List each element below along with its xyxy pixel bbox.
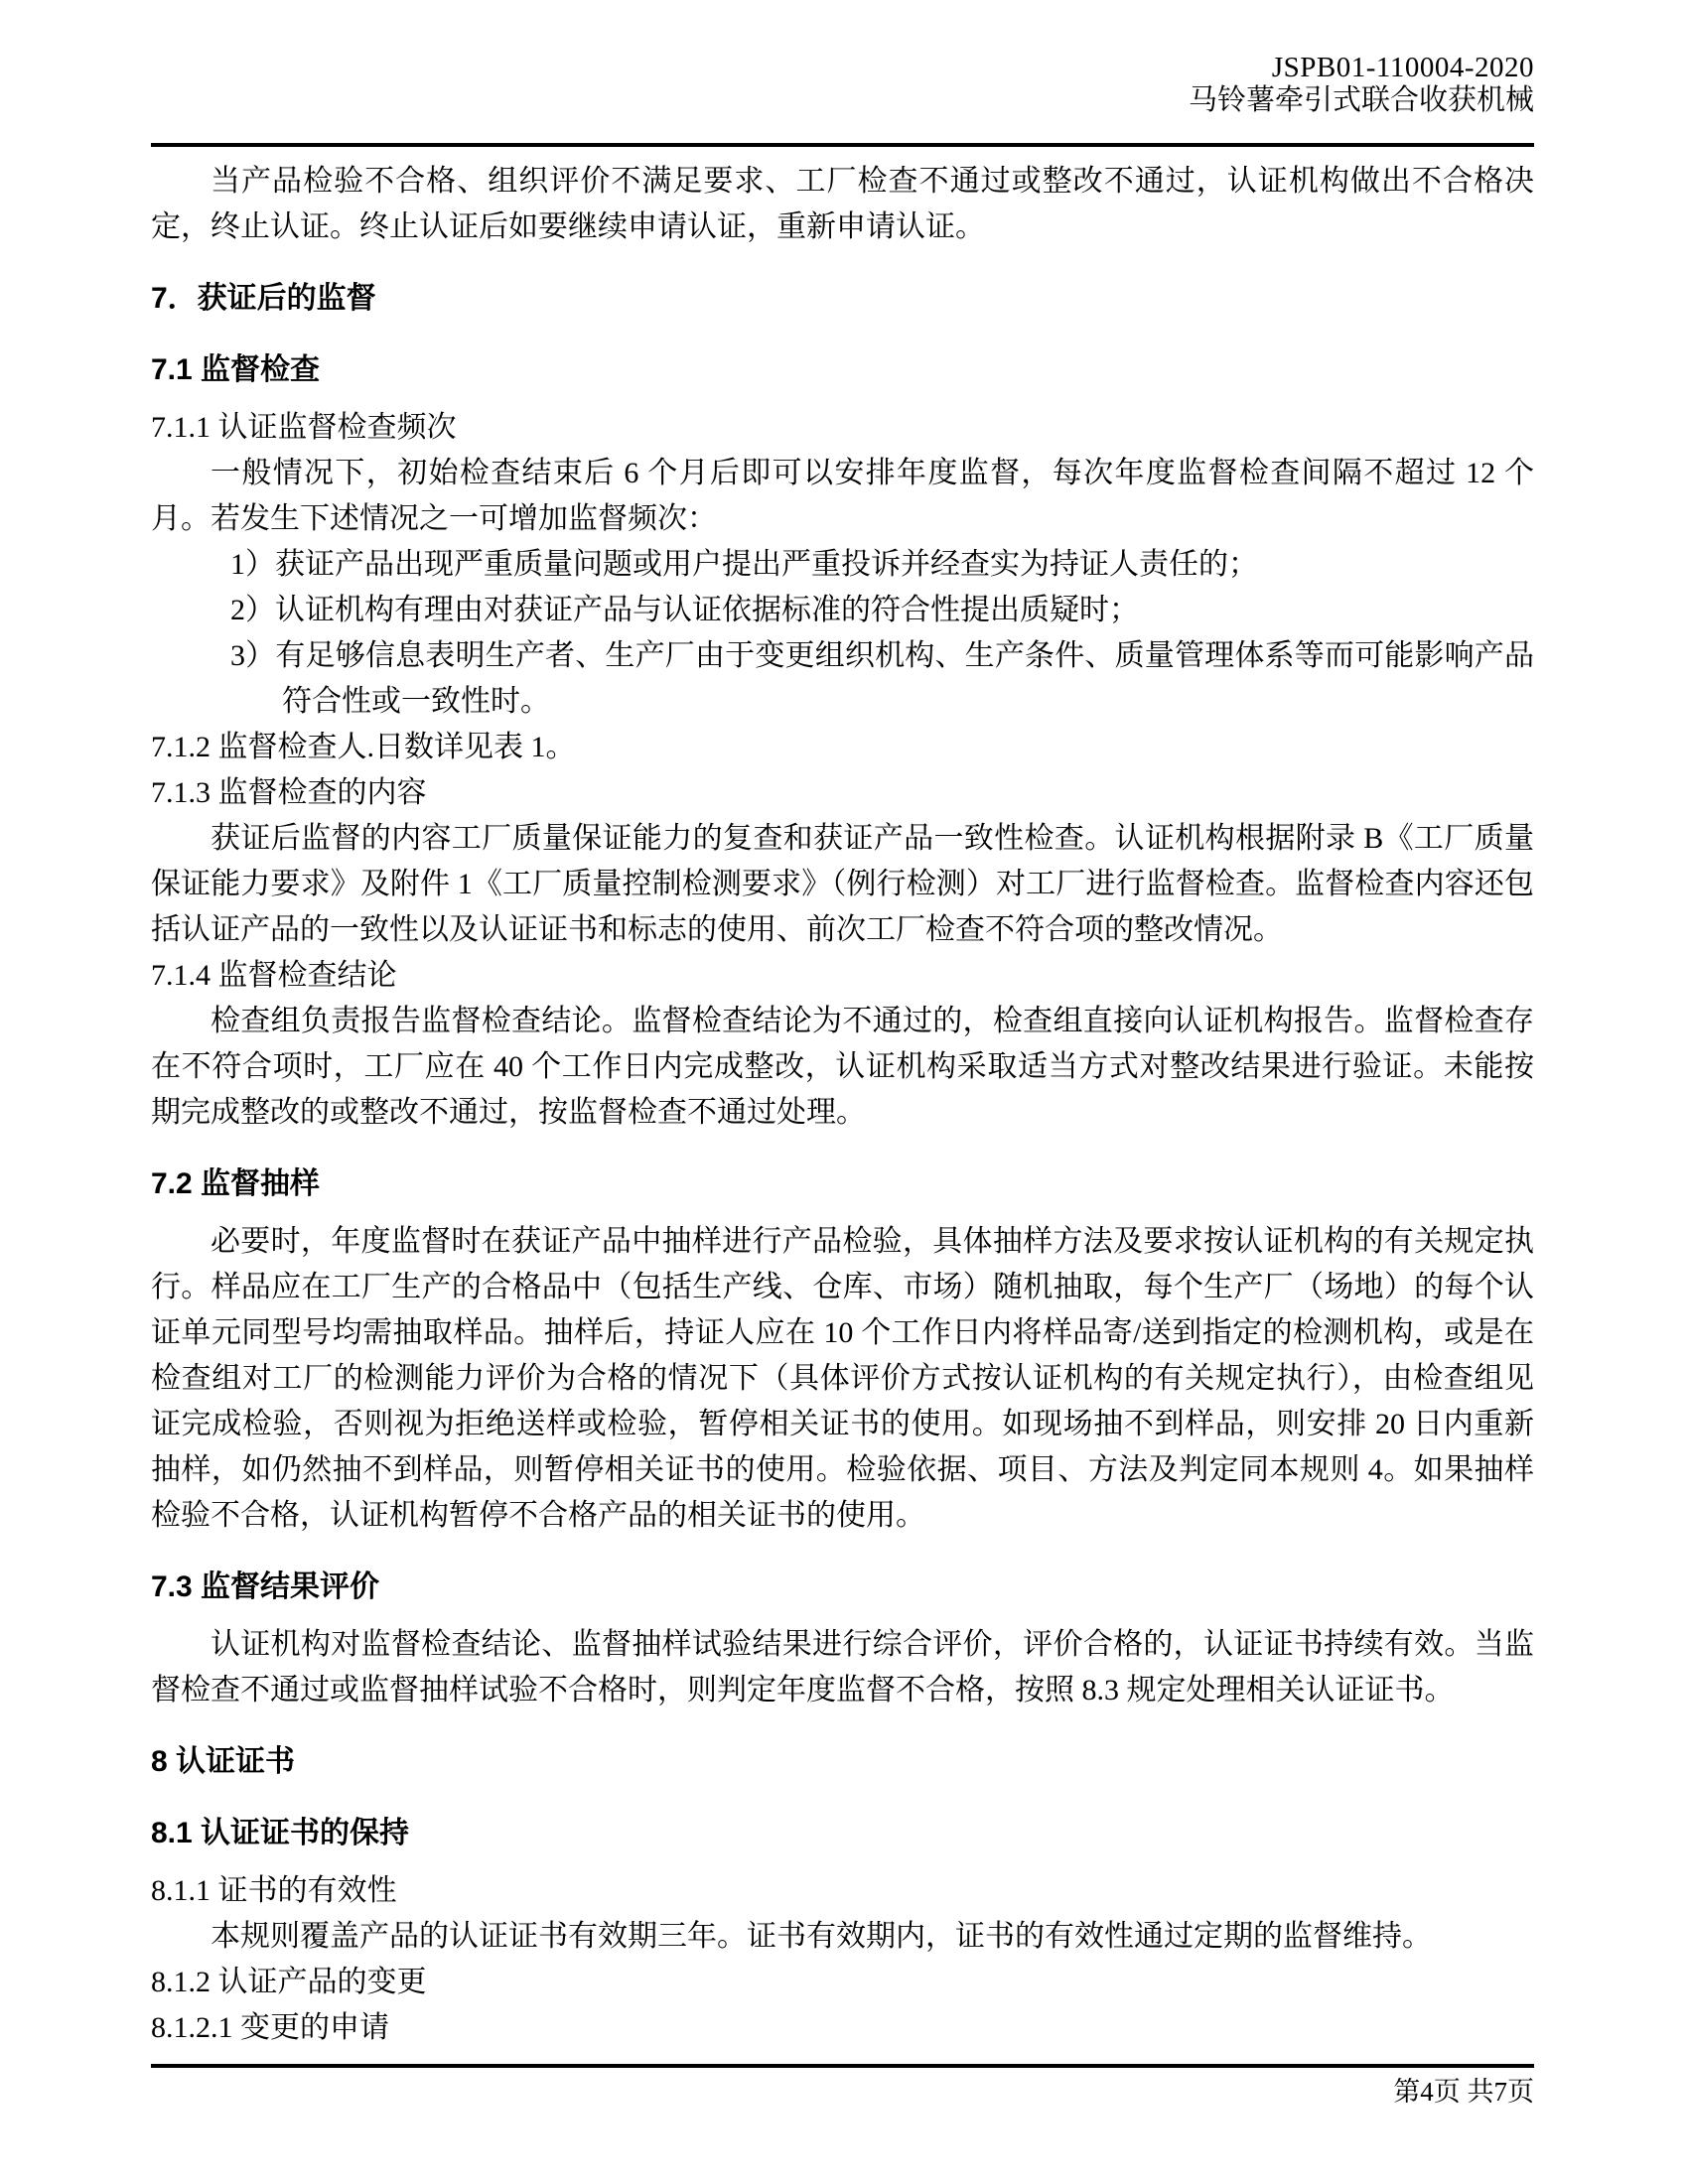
section-heading: 7．获证后的监督 bbox=[151, 282, 376, 315]
section-heading: 7.1 监督检查 bbox=[151, 353, 321, 386]
document-body bbox=[151, 159, 1534, 2051]
clause-heading: 7.1.2 监督检查人.日数详见表 1。 bbox=[151, 731, 576, 763]
section-heading: 7.2 监督抽样 bbox=[151, 1167, 321, 1200]
clause-heading: 8.1.2 认证产品的变更 bbox=[151, 1966, 427, 1998]
page-footer bbox=[151, 2064, 1534, 2108]
footer-rule bbox=[151, 2064, 1534, 2068]
page-number: 第4页 共7页 bbox=[1393, 2077, 1534, 2107]
clause-heading: 8.1.1 证书的有效性 bbox=[151, 1874, 397, 1907]
clause-heading: 8.1.2.1 变更的申请 bbox=[151, 2011, 389, 2044]
clause-heading: 7.1.1 认证监督检查频次 bbox=[151, 411, 457, 444]
header-rule bbox=[151, 143, 1534, 147]
clause-heading: 7.1.4 监督检查结论 bbox=[151, 959, 397, 992]
doc-number: JSPB01-110004-2020 bbox=[1271, 52, 1534, 83]
paragraph: 获证后监督的内容工厂质量保证能力的复查和获证产品一致性检查。认证机构根据附录 B《工厂质量保证能力要求》及附件 1《工厂质量控制检测要求》（例行检测）对工厂进行监督检查。监督检查内容还包括认证产品的一致性以及认证证书和标志的使用、前次工厂检查不符合项的整改情况。 bbox=[151, 822, 1534, 946]
paragraph: 一般情况下，初始检查结束后 6 个月后即可以安排年度监督，每次年度监督检查间隔不超过 12 个月。若发生下述情况之一可增加监督频次： bbox=[151, 457, 1534, 535]
clause-heading: 7.1.3 监督检查的内容 bbox=[151, 776, 427, 809]
paragraph: 检查组负责报告监督检查结论。监督检查结论为不通过的，检查组直接向认证机构报告。监督检查存在不符合项时，工厂应在 40 个工作日内完成整改，认证机构采取适当方式对整改结果进行验证。未能按期完成整改的或整改不通过，按监督检查不通过处理。 bbox=[151, 1005, 1534, 1129]
page-header bbox=[151, 0, 1534, 117]
doc-title: 马铃薯牵引式联合收获机械 bbox=[1188, 84, 1534, 116]
list-item: 2）认证机构有理由对获证产品与认证依据标准的符合性提出质疑时； bbox=[230, 594, 1139, 626]
paragraph: 必要时，年度监督时在获证产品中抽样进行产品检验，具体抽样方法及要求按认证机构的有关规定执行。样品应在工厂生产的合格品中（包括生产线、仓库、市场）随机抽取，每个生产厂（场地）的每个认证单元同型号均需抽取样品。抽样后，持证人应在 10 个工作日内将样品寄/送到指定的检测机构，或是在检查组对工厂的检测能力评价为合格的情况下（具体评价方式按认证机构的有关规定执行），由检查组见证完成检验，否则视为拒绝送样或检验，暂停相关证书的使用。如现场抽不到样品，则安排 20 日内重新抽样，如仍然抽不到样品，则暂停相关证书的使用。检验依据、项目、方法及判定同本规则 4。如果抽样检验不合格，认证机构暂停不合格产品的相关证书的使用。 bbox=[151, 1225, 1534, 1532]
list-item: 1）获证产品出现严重质量问题或用户提出严重投诉并经查实为持证人责任的； bbox=[230, 548, 1258, 581]
section-heading: 8.1 认证证书的保持 bbox=[151, 1817, 410, 1849]
list-item: 3）有足够信息表明生产者、生产厂由于变更组织机构、生产条件、质量管理体系等而可能影响产品符合性或一致性时。 bbox=[230, 639, 1534, 718]
paragraph: 本规则覆盖产品的认证证书有效期三年。证书有效期内，证书的有效性通过定期的监督维持。 bbox=[211, 1920, 1432, 1953]
section-heading: 8 认证证书 bbox=[151, 1745, 296, 1778]
section-heading: 7.3 监督结果评价 bbox=[151, 1570, 380, 1603]
paragraph: 认证机构对监督检查结论、监督抽样试验结果进行综合评价，评价合格的，认证证书持续有效。当监督检查不通过或监督抽样试验不合格时，则判定年度监督不合格，按照 8.3 规定处理相关认证证书。 bbox=[151, 1628, 1534, 1706]
paragraph: 当产品检验不合格、组织评价不满足要求、工厂检查不通过或整改不通过，认证机构做出不合格决定，终止认证。终止认证后如要继续申请认证，重新申请认证。 bbox=[151, 165, 1534, 243]
content-area bbox=[151, 0, 1534, 2051]
